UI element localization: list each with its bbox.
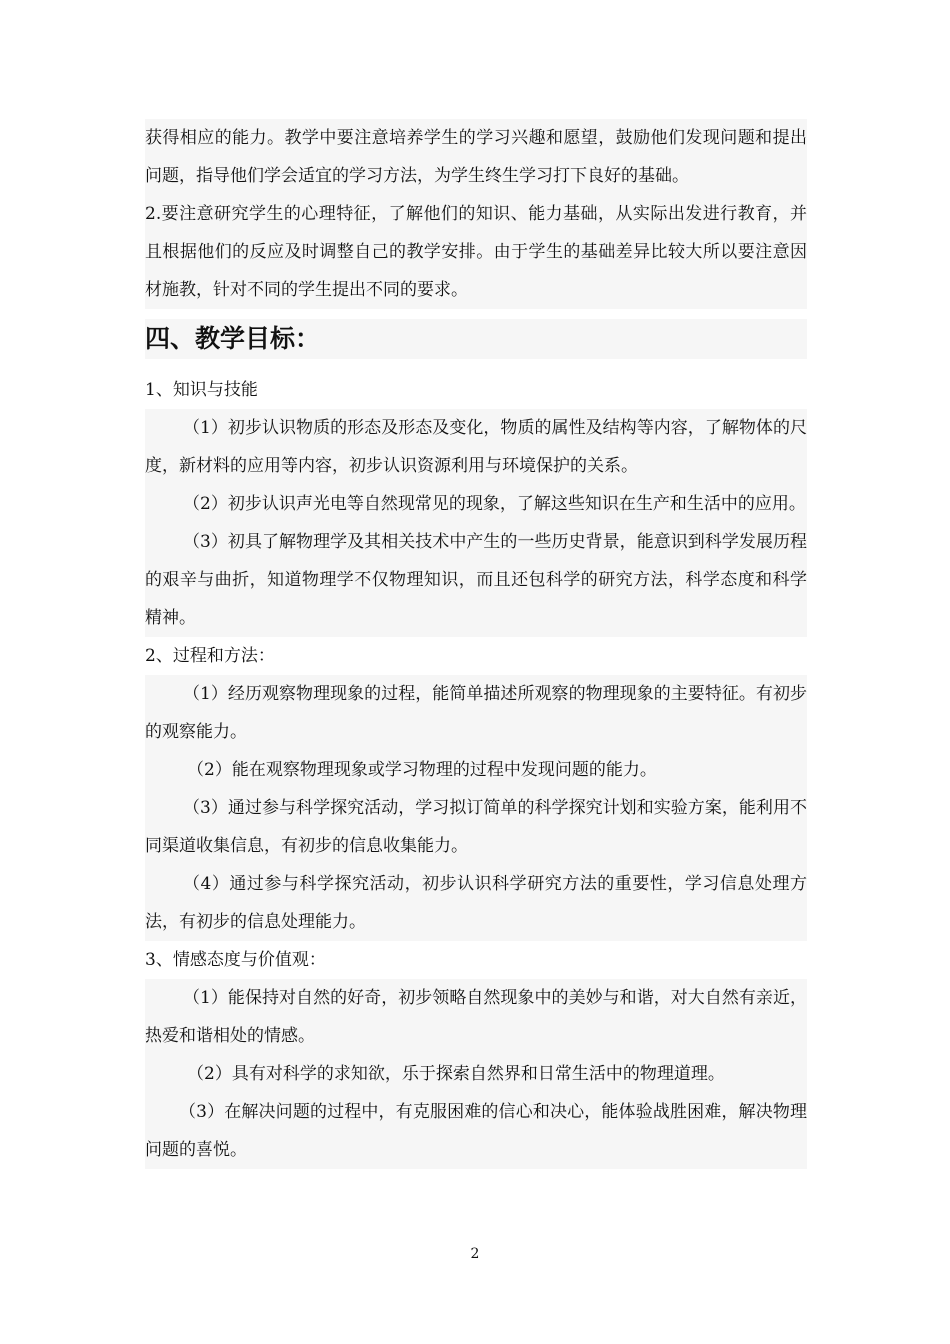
process-heading: 2、过程和方法： — [145, 646, 275, 666]
process-item-3: （3）通过参与科学探究活动，学习拟订简单的科学探究计划和实验方案，能利用不同渠道收集信息，有初步的信息收集能力。 — [145, 789, 807, 865]
process-item-2: （2）能在观察物理现象或学习物理的过程中发现问题的能力。 — [145, 751, 807, 789]
knowledge-item-3: （3）初具了解物理学及其相关技术中产生的一些历史背景，能意识到科学发展历程的艰辛与曲折，知道物理学不仅物理知识，而且还包科学的研究方法，科学态度和科学精神。 — [145, 523, 807, 637]
attitude-item-1: （1）能保持对自然的好奇，初步领略自然现象中的美妙与和谐，对大自然有亲近，热爱和谐相处的情感。 — [145, 979, 807, 1055]
page-number: 2 — [470, 1246, 480, 1262]
section-title: 四、教学目标： — [145, 319, 807, 359]
paragraph-continuation: 获得相应的能力。教学中要注意培养学生的学习兴趣和愿望，鼓励他们发现问题和提出问题，指导他们学会适宜的学习方法，为学生终生学习打下良好的基础。 — [145, 119, 807, 195]
knowledge-item-1: （1）初步认识物质的形态及形态及变化，物质的属性及结构等内容，了解物体的尺度，新材料的应用等内容，初步认识资源利用与环境保护的关系。 — [145, 409, 807, 485]
paragraph-student-psychology: 2.要注意研究学生的心理特征，了解他们的知识、能力基础，从实际出发进行教育，并且根据他们的反应及时调整自己的教学安排。由于学生的基础差异比较大所以要注意因材施教，针对不同的学生提出不同的要求。 — [145, 195, 807, 309]
attitude-item-2: （2）具有对科学的求知欲，乐于探索自然界和日常生活中的物理道理。 — [145, 1055, 807, 1093]
knowledge-heading: 1、知识与技能 — [145, 380, 258, 400]
page-content — [145, 119, 807, 1169]
process-item-1: （1）经历观察物理现象的过程，能简单描述所观察的物理现象的主要特征。有初步的观察能力。 — [145, 675, 807, 751]
process-item-4: （4）通过参与科学探究活动，初步认识科学研究方法的重要性，学习信息处理方法，有初步的信息处理能力。 — [145, 865, 807, 941]
attitude-item-3: （3）在解决问题的过程中，有克服困难的信心和决心，能体验战胜困难，解决物理问题的喜悦。 — [145, 1093, 807, 1169]
knowledge-item-2: （2）初步认识声光电等自然现常见的现象，了解这些知识在生产和生活中的应用。 — [145, 485, 807, 523]
attitude-heading: 3、情感态度与价值观： — [145, 950, 326, 970]
